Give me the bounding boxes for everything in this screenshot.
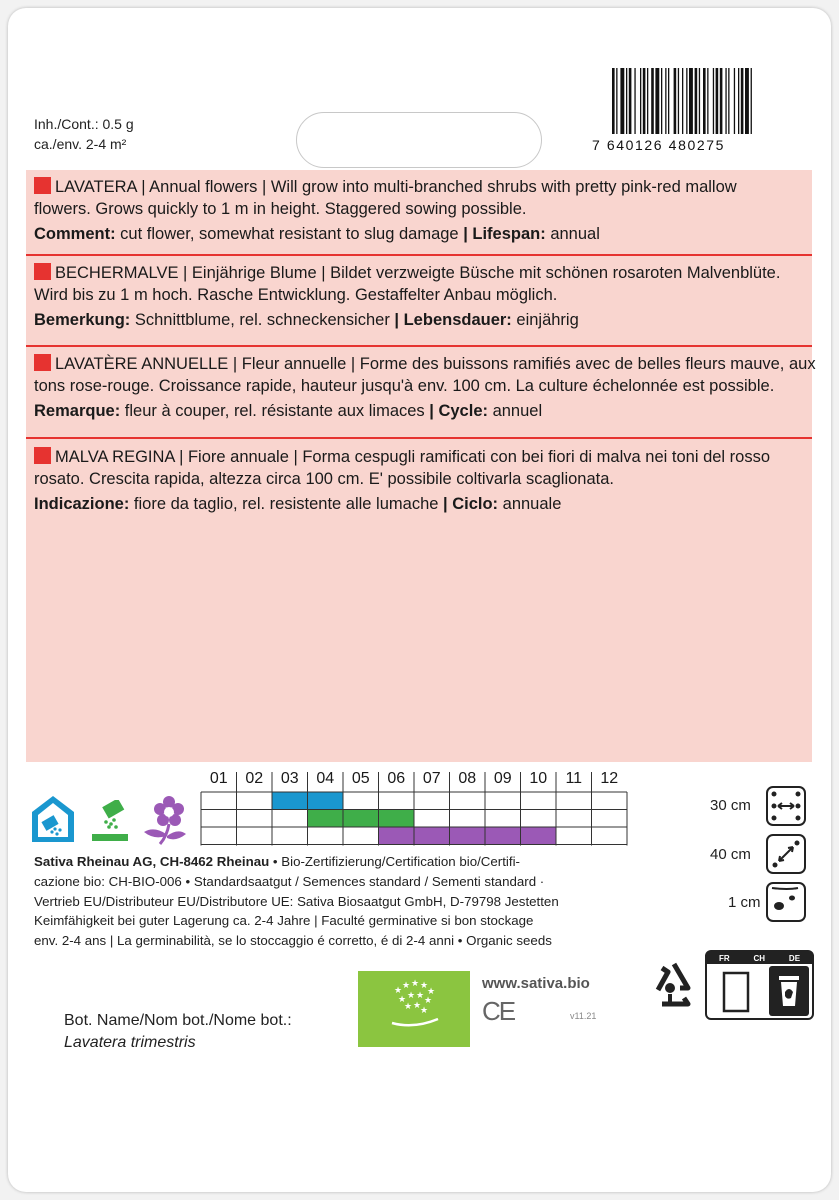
eu-star-icon: ★ [403,1002,413,1012]
plant-spacing-icon [766,834,806,874]
barcode-bar [626,68,627,134]
barcode-bar [674,68,677,134]
comment-line [34,493,804,515]
barcode-bar [716,68,719,134]
calendar-month-label: 05 [351,770,370,787]
legal-text: • Bio-Zertifizierung/Certification bio/Certifi- [269,854,520,869]
greenhouse-sowing-icon [30,794,76,844]
barcode-bar [678,68,679,134]
comment-label: Indicazione: [34,495,130,513]
description-line [34,468,804,490]
country-de: DE [788,953,801,963]
barcode-number: 7 640126 480275 [592,137,725,153]
sowing-depth-label: 1 cm [728,894,761,911]
lifespan-label: | Cycle: [429,402,488,420]
eu-star-icon: ★ [406,991,416,1001]
botanical-name-label: Bot. Name/Nom bot./Nome bot.: [64,1012,292,1029]
comment-text: cut flower, somewhat resistant to slug damage [115,225,464,243]
description-line [34,262,804,284]
comment-label: Remarque: [34,402,121,420]
flowering-icon [140,794,190,846]
description-line [34,198,804,220]
barcode-bar [616,68,617,134]
barcode-bar [651,68,654,134]
language-marker-icon [34,177,51,194]
language-marker-icon [34,263,51,280]
recycling-arrows-icon [648,958,700,1014]
barcode-bar [647,68,648,134]
lifespan-text: einjährig [511,311,579,329]
description-panel [26,170,816,762]
lifespan-text: annuale [498,495,562,513]
calendar-period-bar [308,810,415,828]
barcode-bar [689,68,693,134]
description-text: rosato. Crescita rapida, altezza circa 100 cm. E' possibile coltivarla scaglionata. [34,470,614,488]
eu-star-icon: ★ [419,1006,429,1016]
barcode-bar [682,68,683,134]
calendar-month-label: 04 [316,770,335,787]
calendar-month-label: 03 [280,770,299,787]
section-divider [26,437,812,439]
barcode-bar [695,68,698,134]
language-marker-icon [34,354,51,371]
description-block [34,353,816,422]
description-line [34,375,804,397]
lifespan-text: annual [545,225,600,243]
comment-label: Comment: [34,225,116,243]
comment-line [34,400,804,422]
description-line [34,446,804,468]
eu-star-icon: ★ [423,996,433,1006]
description-text: BECHERMALVE | Einjährige Blume | Bildet verzweigte Büsche mit schönen rosaroten Malvenblüte. [55,264,781,282]
barcode-bar [686,68,687,134]
calendar-month-label: 11 [565,770,583,787]
barcode-bar [665,68,666,134]
country-ch: CH [753,953,766,963]
calendar-month-label: 07 [422,770,441,787]
row-spacing-icon [766,786,806,826]
description-text: LAVATÈRE ANNUELLE | Fleur annuelle | Forme des buissons ramifiés avec de belles fleurs mauve, aux [55,355,816,373]
section-divider [26,345,812,347]
barcode-bar [703,68,706,134]
recycling-info-box [705,950,814,1020]
barcode-bar [741,68,744,134]
barcode-bar [620,68,624,134]
content-info [34,114,134,154]
description-text: MALVA REGINA | Fiore annuale | Forma cespugli ramificati con bei fiori di malva nei toni del rosso [55,448,771,466]
barcode-bar [668,68,669,134]
comment-text: Schnittblume, rel. schneckensicher [130,311,395,329]
barcode-bar [634,68,635,134]
eu-organic-logo-icon [358,971,470,1047]
barcode-bar [738,68,739,134]
paper-envelope-icon [721,970,751,1014]
description-text: LAVATERA | Annual flowers | Will grow into multi-branched shrubs with pretty pink-red mallow [55,178,737,196]
calendar-month-label: 01 [209,770,228,787]
row-spacing-label: 30 cm [710,797,751,814]
barcode-bar [725,68,726,134]
eu-star-icon: ★ [426,987,436,997]
description-block [34,176,804,245]
hanger-slot [296,112,542,168]
comment-text: fleur à couper, rel. résistante aux limaces [120,402,430,420]
calendar-month-label: 06 [387,770,406,787]
country-fr: FR [718,953,730,963]
barcode-bar [640,68,641,134]
eu-star-icon: ★ [393,986,403,996]
version-label: v11.21 [570,1011,597,1021]
eu-star-icon: ★ [397,995,407,1005]
website: www.sativa.bio [482,975,590,992]
description-line [34,353,816,375]
barcode-bar [612,68,615,134]
botanical-name: Lavatera trimestris [64,1034,196,1051]
lifespan-label: | Ciclo: [443,495,499,513]
barcode-bar [661,68,662,134]
barcode-bar [643,68,646,134]
barcode-bar [751,68,752,134]
eu-star-icon: ★ [401,981,411,991]
calendar-month-label: 10 [529,770,548,787]
lifespan-label: | Lifespan: [463,225,546,243]
calendar-month-label: 08 [458,770,477,787]
comment-label: Bemerkung: [34,311,131,329]
section-divider [26,254,812,256]
botanical-name-block [64,1010,292,1054]
description-text: tons rose-rouge. Croissance rapide, hauteur jusqu'à env. 100 cm. La culture échelonnée est possible. [34,377,775,395]
language-marker-icon [34,447,51,464]
barcode-bar [707,68,708,134]
waste-bin-icon [769,966,809,1016]
barcode-bar [720,68,723,134]
description-text: Wird bis zu 1 m hoch. Rasche Entwicklung. Gestaffelter Anbau möglich. [34,286,558,304]
barcode-bar [734,68,735,134]
waste-bin-box [769,966,809,1016]
comment-line [34,223,804,245]
content-weight: Inh./Cont.: 0.5 g [34,116,134,132]
ce-mark: CE [482,996,515,1026]
legal-line [34,852,559,872]
company-name: Sativa Rheinau AG, CH-8462 Rheinau [34,854,270,869]
barcode-bar [713,68,714,134]
direct-sowing-icon [90,800,130,842]
eu-star-icon: ★ [415,991,425,1001]
barcode-bar [728,68,729,134]
calendar-month-label: 09 [493,770,512,787]
lifespan-text: annuel [488,402,543,420]
legal-line: env. 2-4 ans | La germinabilità, se lo stoccaggio é corretto, é di 2-4 anni • Organic seeds [34,933,552,949]
description-block [34,262,804,331]
description-line [34,176,804,198]
legal-line: cazione bio: CH-BIO-006 • Standardsaatgut / Semences standard / Sementi standard · [34,873,545,889]
description-line [34,284,804,306]
eu-star-icon: ★ [419,981,429,991]
comment-text: fiore da taglio, rel. resistente alle lumache [129,495,444,513]
barcode [610,68,804,138]
sowing-depth-icon [766,882,806,922]
coverage-area: ca./env. 2-4 m² [34,136,127,152]
eu-star-icon: ★ [412,1001,422,1011]
barcode-bar [629,68,632,134]
lifespan-label: | Lebensdauer: [394,311,512,329]
calendar-month-label: 02 [245,770,264,787]
description-block [34,446,804,515]
barcode-bar [699,68,700,134]
legal-info [34,852,559,951]
barcode-bar [745,68,749,134]
calendar-month-label: 12 [600,770,619,787]
legal-line: Vertrieb EU/Distributeur EU/Distributore UE: Sativa Biosaatgut GmbH, D-79798 Jestetten [34,893,559,909]
barcode-bar [655,68,659,134]
legal-line: Keimfähigkeit bei guter Lagerung ca. 2-4 Jahre | Faculté germinative si bon stockage [34,913,534,929]
description-text: flowers. Grows quickly to 1 m in height. Staggered sowing possible. [34,200,527,218]
eu-star-icon: ★ [410,979,420,989]
comment-line [34,309,804,331]
calendar-period-bar [379,827,557,845]
plant-spacing-label: 40 cm [710,846,751,863]
